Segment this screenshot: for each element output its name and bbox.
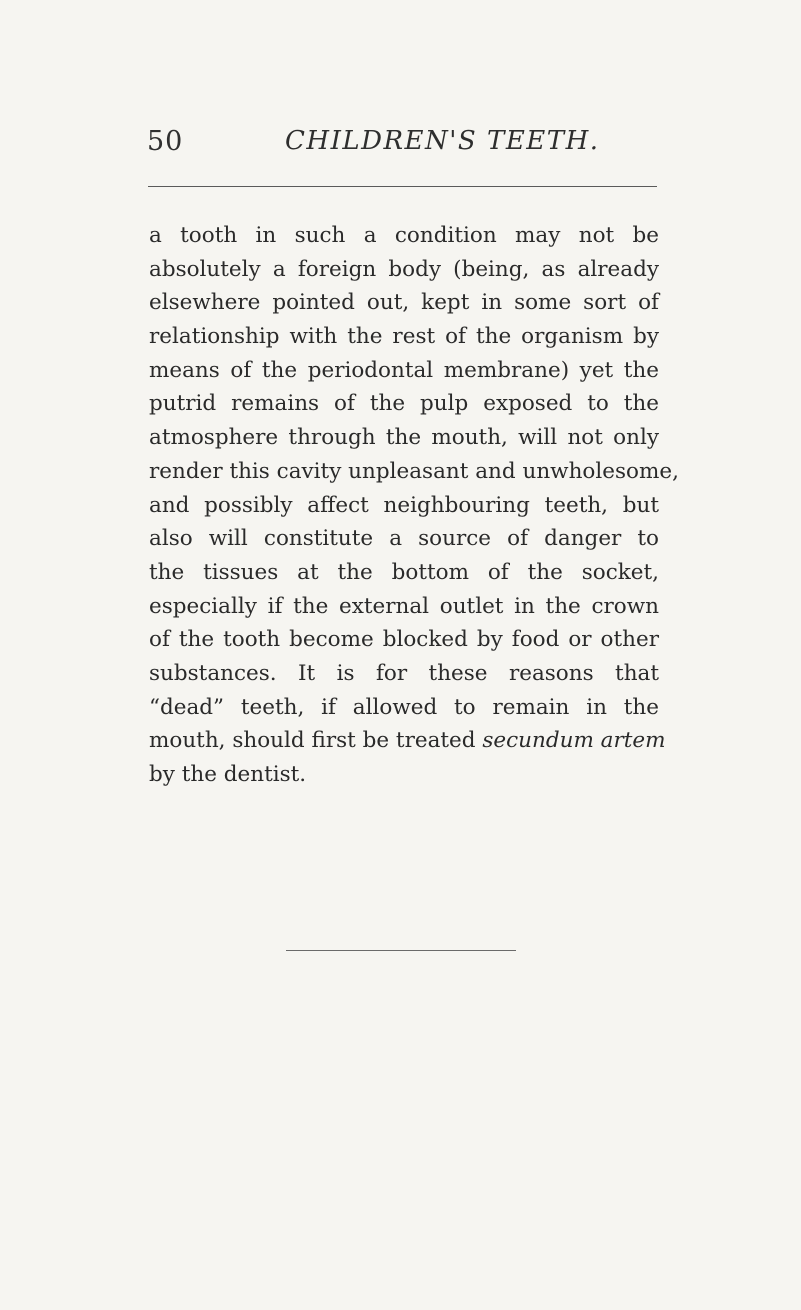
text-line: and possibly affect neighbouring teeth, but <box>149 492 659 518</box>
text-line: means of the periodontal membrane) yet the <box>149 357 659 383</box>
text-line: the tissues at the bottom of the socket, <box>149 559 659 585</box>
text-line-with-italic <box>149 724 666 758</box>
page-header <box>0 128 801 168</box>
italic-phrase: secundum artem <box>482 728 666 754</box>
page-number: 50 <box>147 126 184 157</box>
text-line: by the dentist. <box>149 762 307 787</box>
text-line: putrid remains of the pulp exposed to the <box>149 391 659 417</box>
text-line: relationship with the rest of the organism by <box>149 324 659 350</box>
text-line: a tooth in such a condition may not be <box>149 223 659 248</box>
text-line: render this cavity unpleasant and unwholesome, <box>149 458 679 484</box>
text-line: also will constitute a source of danger to <box>149 526 659 552</box>
text-line: of the tooth become blocked by food or other <box>149 627 659 653</box>
text-line: “dead” teeth, if allowed to remain in the <box>149 694 659 720</box>
text-line: elsewhere pointed out, kept in some sort of <box>149 290 659 316</box>
running-title: CHILDREN'S TEETH. <box>285 126 600 156</box>
body-paragraph <box>149 219 679 792</box>
footer-rule <box>286 950 516 951</box>
text-line: especially if the external outlet in the crown <box>149 593 659 619</box>
text-line: substances. It is for these reasons that <box>149 660 659 686</box>
header-rule <box>148 186 657 187</box>
text-line: atmosphere through the mouth, will not only <box>149 425 659 451</box>
text-line: absolutely a foreign body (being, as already <box>149 256 659 282</box>
text-line-start: mouth, should first be treated <box>149 728 476 754</box>
